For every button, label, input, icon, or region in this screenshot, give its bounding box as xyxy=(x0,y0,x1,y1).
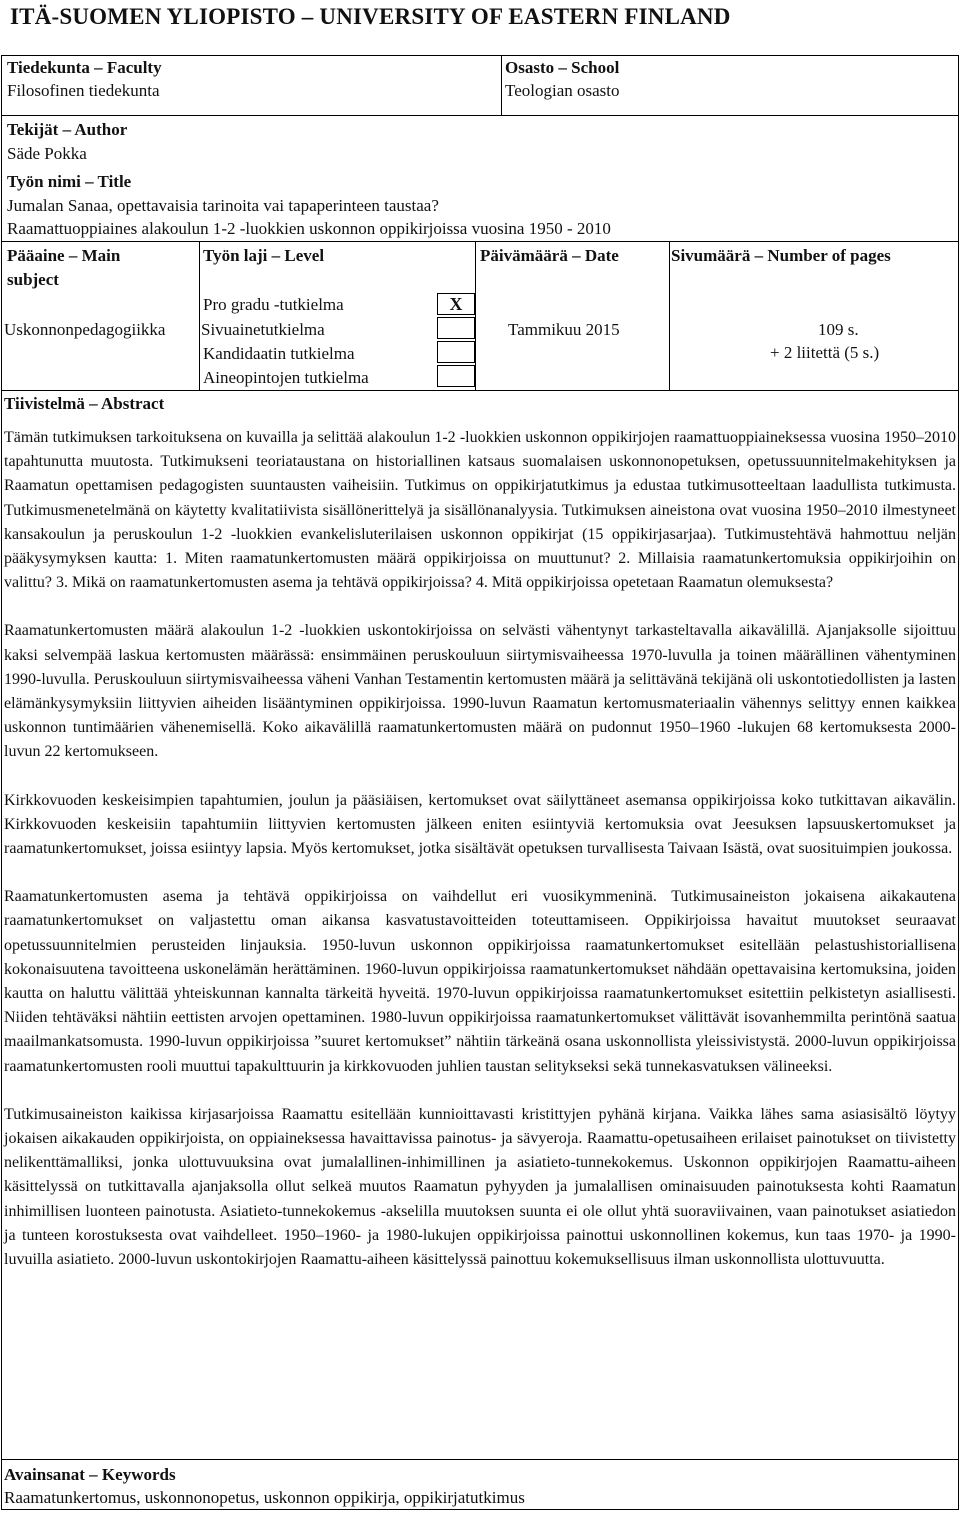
info-divider-c xyxy=(669,241,670,390)
pages-label: Sivumäärä – Number of pages xyxy=(671,246,891,265)
info-divider-a xyxy=(199,241,200,390)
pages-value: 109 s. xyxy=(818,320,859,339)
school-value: Teologian osasto xyxy=(505,81,620,100)
main-subject-value: Uskonnonpedagogiikka xyxy=(4,320,166,339)
main-subject-label-cont: subject xyxy=(7,270,59,289)
faculty-school-divider xyxy=(501,55,502,115)
abstract-paragraph-2: Raamatunkertomusten määrä alakoulun 1-2 -luokkien uskontokirjoissa on selvästi vähentynyt tarkasteltavalla aikavälillä. Ajanjaksolle sijoittuu kaksi selvempää laskua kertomusten määrässä: ensimmäinen peruskouluun siirtymisvaiheessa 1970-luvulla ja toinen määrällinen vähentyminen 1990-luvulla. Peruskouluun siirtymisvaiheessa väheni Vanhan Testamentin kertomusten määrä ja selittävänä tekijänä oli uskontotiedollisten ja lasten elämänkysymyksiin liittyvien aiheiden lisääntyminen oppikirjoissa. 1990-luvun Raamatun kertomusmateriaalin vähennys selittyy ennen kaikkea uskonnon tuntimäärien vähenemisellä. Koko aikavälillä raamatunkertomusten määrä on pudonnut 1950–1960 -lukujen 68 kertomuksesta 2000-luvun 22 kertomukseen. xyxy=(4,622,956,761)
abstract-paragraph-3: Kirkkovuoden keskeisimpien tapahtumien, joulun ja pääsiäisen, kertomukset ovat säilyttäneet asemansa oppikirjoissa koko tutkittavan aikavälin. Kirkkovuoden keskeisiin tapahtumiin liittyvien kertomusten jälkeen eniten esiintyviä kertomuksia ovat Jeesuksen lapsuuskertomukset ja raamatunkertomukset, joissa esiintyy lapsia. Myös kertomukset, jotka sisältävät opetuksen turvallisesta Taivaan Isästä, ovat suosituimpien joukossa. xyxy=(4,791,956,858)
abstract-paragraph-4: Raamatunkertomusten asema ja tehtävä oppikirjoissa on vaihdellut eri vuosikymmeninä. Tutkimusaineiston jokaisena aikakautena raamatunkertomukset on valjastettu oman aikansa kasvatustavoitteiden toteuttamiseen. Oppikirjoissa havaitut muutokset seuraavat opetussuunnitelmien perusteiden linjauksia. 1950-luvun uskonnon oppikirjoissa raamatunkertomukset esitellään pelastushistoriallisena kokonaisuutena tavoitteena uskonelämän herättäminen. 1960-luvun oppikirjoissa raamatunkertomukset nähdään opettavaisina kertomuksina, joiden kautta on haluttu välittää yhteiskunnan kannalta tärkeitä hyveitä. 1970-luvun oppikirjoissa raamatunkertomukset esitettiin pelkistetyn asiallisesti. Niiden tehtäväksi nähtiin eettisten arvojen opettaminen. 1980-luvun oppikirjoissa raamatunkertomukset välittävät isovanhemmilta perintönä saatua maailmankatsomusta. 1990-luvun oppikirjoissa ”suuret kertomukset” nähtiin tärkeänä osana uskonnollista yleissivistystä. 2000-luvun oppikirjoissa raamatunkertomusten rooli muuttui tapakulttuurin ja kirkkovuoden juhlien taustan selitykseksi sekä tunnekasvatuksen välineeksi. xyxy=(4,888,956,1075)
level-checkbox-1: X xyxy=(437,293,475,315)
frame-left xyxy=(1,55,2,1509)
date-value: Tammikuu 2015 xyxy=(508,320,620,339)
main-subject-label: Pääaine – Main xyxy=(7,246,121,265)
frame-right xyxy=(958,55,959,1509)
info-divider-b xyxy=(475,241,476,390)
date-label: Päivämäärä – Date xyxy=(480,246,619,265)
row-divider-2 xyxy=(1,241,959,242)
abstract-label: Tiivistelmä – Abstract xyxy=(4,394,165,413)
level-option-1: Pro gradu -tutkielma xyxy=(203,295,344,314)
level-option-2: Sivuainetutkielma xyxy=(201,320,325,339)
faculty-label: Tiedekunta – Faculty xyxy=(7,58,162,77)
keywords-label: Avainsanat – Keywords xyxy=(4,1465,176,1484)
level-option-4: Aineopintojen tutkielma xyxy=(203,368,369,387)
row-divider-4 xyxy=(1,1459,959,1460)
row-divider-1 xyxy=(1,115,959,116)
university-name: ITÄ-SUOMEN YLIOPISTO – UNIVERSITY OF EASTERN FINLAND xyxy=(10,4,731,29)
abstract-paragraph-1: Tämän tutkimuksen tarkoituksena on kuvailla ja selittää alakoulun 1-2 -luokkien uskonnon oppikirjojen raamattuoppiaineksessa vuosina 1950–2010 tapahtunutta muutosta. Tutkimukseni teoriataustana on historiallinen katsaus suomalaisen uskonnonopetuksen, opetussuunnitelmakehityksen ja Raamatun opettamisen pedagogisten suuntausten vaiheisiin. Tutkimus on oppikirjatutkimus ja edustaa tutkimusotteeltaan laadullista tutkimusta. Tutkimusmenetelmänä on käytetty kvalitatiivista sisällönerittelyä ja sisällönanalyysia. Tutkimuksen aineistona ovat vuosina 1950–2010 ilmestyneet kansakoulun ja peruskoulun 1-2 -luokkien evankelisluterilaisen uskonnon oppikirjat (15 oppikirjasarjaa). Tutkimustehtävä hahmottuu neljän pääkysymyksen kautta: 1. Miten raamatunkertomusten määrä oppikirjoissa on muuttunut? 2. Millaisia raamatunkertomuksia oppikirjoihin on valittu? 3. Mikä on raamatunkertomusten asema ja tehtävä oppikirjoissa? 4. Mitä oppikirjoissa opetetaan Raamatun olemuksesta? xyxy=(4,429,956,592)
keywords-value: Raamatunkertomus, uskonnonopetus, uskonnon oppikirja, oppikirjatutkimus xyxy=(4,1488,525,1507)
author-value: Säde Pokka xyxy=(7,144,87,163)
level-checkbox-2 xyxy=(437,317,475,339)
abstract-paragraph-5: Tutkimusaineiston kaikissa kirjasarjoissa Raamattu esitellään kunnioittavasti kristittyjen pyhänä kirjana. Vaikka lähes sama asiasisältö löytyy jokaisen aikakauden oppikirjoista, on oppiaineksessa havaittavissa painotus- ja sävyeroja. Raamattu-opetusaiheen erilaiset painotukset on tiivistetty nelikenttämalliksi, jonka ulottuvuuksina ovat jumalallinen-inhimillinen ja asiatieto-tunnekokemus. Uskonnon oppikirjojen Raamattu-aiheen käsittelyssä on tutkittavalla ajanjaksolla ollut selkeä muutos Raamatun pyhyyden ja jumalallisen ominaisuuden painotuksesta kohti Raamatun inhimillisen luonteen painotusta. Asiatieto-tunnekokemus -akselilla muutoksen suunta ei ole ollut yhtä suoraviivainen, vaan painotukset asiatiedon ja tunteen korostuksesta ovat vaihdelleet. 1950–1960- ja 1980-lukujen oppikirjoissa painottui uskonnollinen kokemus, kun taas 1970- ja 1990-luvuilla asiatieto. 2000-luvun uskontokirjojen Raamattu-aiheen käsittelyssä painottuu kokemuksellisuus ilman uskonnollista ulottuvuutta. xyxy=(4,1105,956,1269)
level-option-3: Kandidaatin tutkielma xyxy=(203,344,355,363)
level-label: Työn laji – Level xyxy=(203,246,325,265)
school-label: Osasto – School xyxy=(505,58,620,77)
level-checkbox-3 xyxy=(437,341,475,363)
title-line-2: Raamattuoppiaines alakoulun 1-2 -luokkien uskonnon oppikirjoissa vuosina 1950 - 2010 xyxy=(7,219,611,238)
appendices-value: + 2 liitettä (5 s.) xyxy=(770,343,880,362)
author-label: Tekijät – Author xyxy=(7,120,128,139)
row-divider-3 xyxy=(1,390,959,391)
title-label: Työn nimi – Title xyxy=(7,172,132,191)
abstract-body xyxy=(4,426,956,1296)
faculty-value: Filosofinen tiedekunta xyxy=(7,81,160,100)
title-line-1: Jumalan Sanaa, opettavaisia tarinoita vai tapaperinteen taustaa? xyxy=(7,196,439,215)
level-checkbox-4 xyxy=(437,365,475,387)
